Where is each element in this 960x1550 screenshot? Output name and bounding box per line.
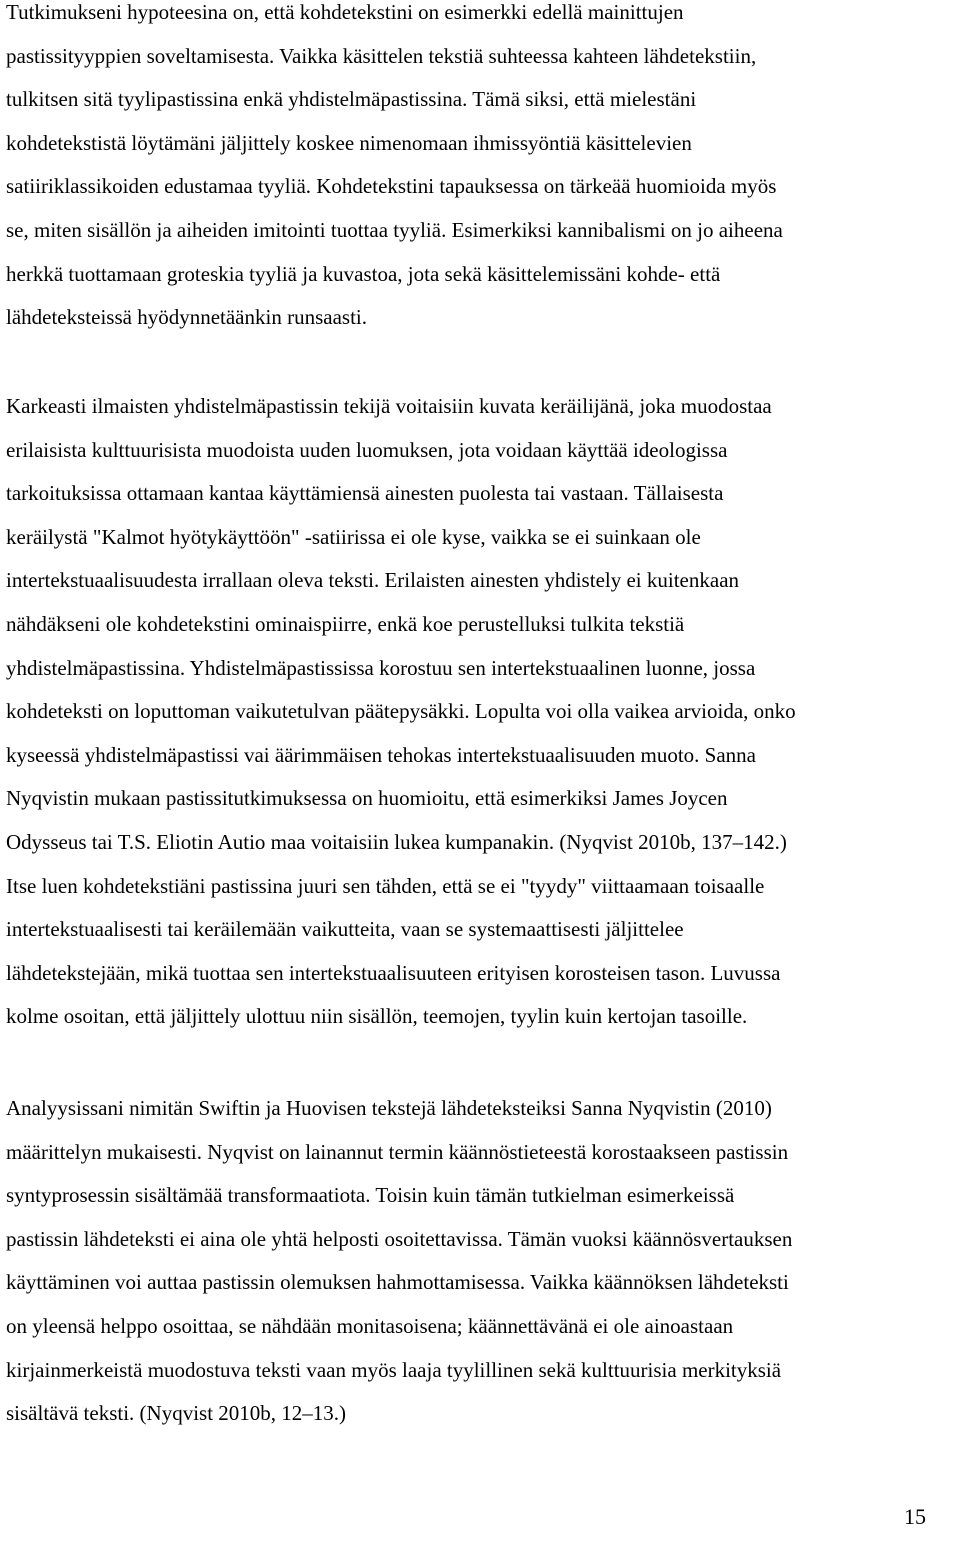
text-line: syntyprosessin sisältämää transformaatiota. Toisin kuin tämän tutkielman esimerkeissä (6, 1183, 735, 1208)
document-page (6, 0, 956, 1550)
text-line: kohdetekstistä löytämäni jäljittely koskee nimenomaan ihmissyöntiä käsittelevien (6, 130, 692, 155)
text-line: kirjainmerkeistä muodostuva teksti vaan myös laaja tyylillinen sekä kulttuurisia merkityksiä (6, 1357, 782, 1382)
text-line: tarkoituksissa ottamaan kantaa käyttämiensä ainesten puolesta tai vastaan. Tällaisesta (6, 481, 724, 506)
text-line: intertekstuaalisesti tai keräilemään vaikutteita, vaan se systemaattisesti jäljittelee (6, 917, 684, 942)
text-line: Odysseus tai T.S. Eliotin Autio maa voitaisiin lukea kumpanakin. (Nyqvist 2010b, 137–142.) (6, 829, 787, 854)
text-line: herkkä tuottamaan groteskia tyyliä ja kuvastoa, jota sekä käsittelemissäni kohde- että (6, 261, 721, 286)
page-number: 15 (904, 1504, 926, 1529)
text-line: tulkitsen sitä tyylipastissina enkä yhdistelmäpastissina. Tämä siksi, että mielestäni (6, 87, 697, 112)
text-line: kyseessä yhdistelmäpastissi vai äärimmäisen tehokas intertekstuaalisuuden muoto. Sanna (6, 742, 757, 767)
text-line: pastissityyppien soveltamisesta. Vaikka käsittelen tekstiä suhteessa kahteen lähdetekstiin, (6, 43, 757, 68)
text-line: satiiriklassikoiden edustamaa tyyliä. Kohdetekstini tapauksessa on tärkeää huomioida myös (6, 174, 777, 199)
text-line: se, miten sisällön ja aiheiden imitointi tuottaa tyyliä. Esimerkiksi kannibalismi on jo aiheena (6, 217, 783, 242)
text-line: lähdetekstejään, mikä tuottaa sen intertekstuaalisuuteen erityisen korosteisen tason. Luvussa (6, 960, 781, 985)
text-line: kohdeteksti on loputtoman vaikutetulvan päätepysäkki. Lopulta voi olla vaikea arvioida, onko (6, 699, 796, 724)
text-line: erilaisista kulttuurisista muodoista uuden luomuksen, jota voidaan käyttää ideologissa (6, 437, 728, 462)
text-line: Nyqvistin mukaan pastissitutkimuksessa on huomioitu, että esimerkiksi James Joycen (6, 786, 728, 811)
text-line: määrittelyn mukaisesti. Nyqvist on lainannut termin käännöstieteestä korostaakseen pastissin (6, 1139, 789, 1164)
text-line: intertekstuaalisuudesta irrallaan oleva teksti. Erilaisten ainesten yhdistely ei kuitenkaan (6, 568, 740, 593)
text-line: lähdeteksteissä hyödynnetäänkin runsaasti. (6, 305, 367, 330)
text-line: nähdäkseni ole kohdetekstini ominaispiirre, enkä koe perustelluksi tulkita tekstiä (6, 611, 685, 636)
text-line: pastissin lähdeteksti ei aina ole yhtä helposti osoitettavissa. Tämän vuoksi käännösvertauksen (6, 1226, 793, 1251)
text-line: Analyysissani nimitän Swiftin ja Huovisen tekstejä lähdeteksteiksi Sanna Nyqvistin (2010) (6, 1096, 772, 1120)
text-line: sisältävä teksti. (Nyqvist 2010b, 12–13.) (6, 1401, 347, 1426)
text-line: keräilystä "Kalmot hyötykäyttöön" -satiirissa ei ole kyse, vaikka se ei suinkaan ole (6, 524, 701, 549)
text-line: Tutkimukseni hypoteesina on, että kohdetekstini on esimerkki edellä mainittujen (6, 0, 684, 24)
text-line: kolme osoitan, että jäljittely ulottuu niin sisällön, teemojen, tyylin kuin kertojan tasoille. (6, 1004, 748, 1029)
paragraph-combination-pastiche (6, 394, 956, 1048)
text-line: on yleensä helppo osoittaa, se nähdään monitasoisena; käännettävänä ei ole ainoastaan (6, 1313, 734, 1338)
text-line: Itse luen kohdetekstiäni pastissina juuri sen tähden, että se ei "tyydy" viittaamaan toisaalle (6, 873, 765, 898)
text-line: yhdistelmäpastissina. Yhdistelmäpastississa korostuu sen intertekstuaalinen luonne, jossa (6, 655, 756, 680)
text-line: Karkeasti ilmaisten yhdistelmäpastissin tekijä voitaisiin kuvata keräilijänä, joka muodostaa (6, 394, 772, 418)
paragraph-hypothesis (6, 0, 956, 349)
text-line: käyttäminen voi auttaa pastissin olemuksen hahmottamisessa. Vaikka käännöksen lähdeteksti (6, 1270, 789, 1295)
paragraph-source-text (6, 1096, 956, 1445)
